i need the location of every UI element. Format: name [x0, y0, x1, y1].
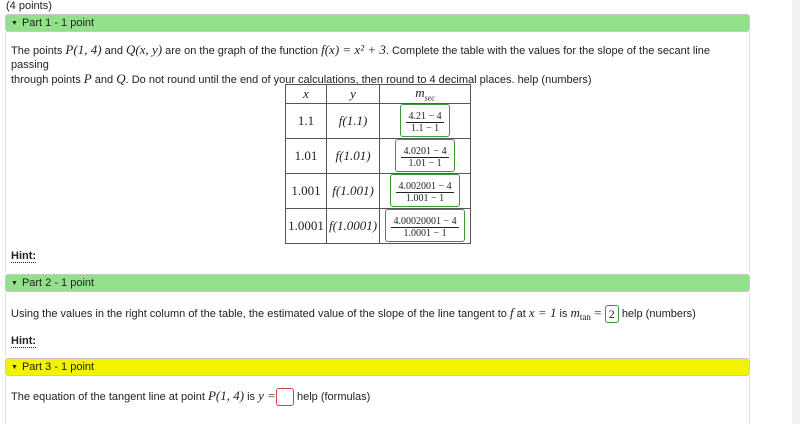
answer-box-msec-1[interactable]: $\frac{4.21 - 4}{1.1 - 1}$	[400, 104, 449, 137]
part2-header[interactable]	[5, 274, 750, 292]
answer-box-mtan[interactable]: 2	[605, 305, 619, 323]
caret-down-icon: ▼	[11, 279, 18, 287]
points-total: (4 points)	[6, 0, 52, 12]
col-header-y: y	[327, 85, 380, 104]
part1-help-link[interactable]: help (numbers)	[517, 74, 592, 86]
part1-header[interactable]	[5, 14, 750, 32]
table-row	[286, 173, 471, 208]
cell-y: f(1.1)	[327, 103, 380, 138]
caret-down-icon: ▼	[11, 19, 18, 27]
answer-box-msec-2[interactable]: $\frac{4.0201 - 4}{1.01 - 1}$	[395, 139, 454, 172]
part3-prompt: The equation of the tangent line at point P(1, 4) is y = help (formulas)	[11, 387, 741, 406]
cell-x: 1.0001	[286, 208, 327, 243]
secant-table	[285, 84, 471, 244]
cell-y: f(1.0001)	[327, 208, 380, 243]
caret-down-icon: ▼	[11, 363, 18, 371]
cell-msec	[380, 138, 471, 173]
cell-y: f(1.01)	[327, 138, 380, 173]
part3-title: Part 3 - 1 point	[21, 361, 95, 373]
part3-help-link[interactable]: help (formulas)	[296, 391, 371, 403]
table-row	[286, 138, 471, 173]
part2-help-link[interactable]: help (numbers)	[621, 308, 696, 320]
cell-x: 1.001	[286, 173, 327, 208]
table-row	[286, 208, 471, 243]
col-header-msec: $m_{sec}$	[380, 85, 471, 104]
cell-msec	[380, 208, 471, 243]
cell-y: f(1.001)	[327, 173, 380, 208]
part3-header[interactable]	[5, 358, 750, 376]
part2-prompt: Using the values in the right column of the table, the estimated value of the slope of the line tangent to f at x = 1 is $m_{tan} = 2$ help (numbers)	[11, 305, 696, 323]
answer-box-msec-3[interactable]: $\frac{4.002001 - 4}{1.001 - 1}$	[390, 174, 459, 207]
answer-box-tangent-eq[interactable]	[276, 388, 294, 406]
part2-hint-link[interactable]: Hint:	[11, 335, 37, 347]
part1-title: Part 1 - 1 point	[21, 17, 95, 29]
col-header-x: x	[286, 85, 327, 104]
part1-hint-link[interactable]: Hint:	[11, 250, 37, 262]
table-row	[286, 103, 471, 138]
cell-x: 1.01	[286, 138, 327, 173]
cell-x: 1.1	[286, 103, 327, 138]
scrollbar[interactable]	[792, 0, 800, 424]
cell-msec	[380, 103, 471, 138]
cell-msec	[380, 173, 471, 208]
part1-prompt: The points P(1, 4) and Q(x, y) are on the graph of the function f(x) = x² + 3. Complete the table with the values for the slope of the secant line passing through points P and Q. Do not round until the end of your calculations, then round to 4 decimal places. help (numbers)	[11, 42, 710, 86]
part2-title: Part 2 - 1 point	[21, 277, 95, 289]
answer-box-msec-4[interactable]: $\frac{4.00020001 - 4}{1.0001 - 1}$	[385, 209, 464, 242]
